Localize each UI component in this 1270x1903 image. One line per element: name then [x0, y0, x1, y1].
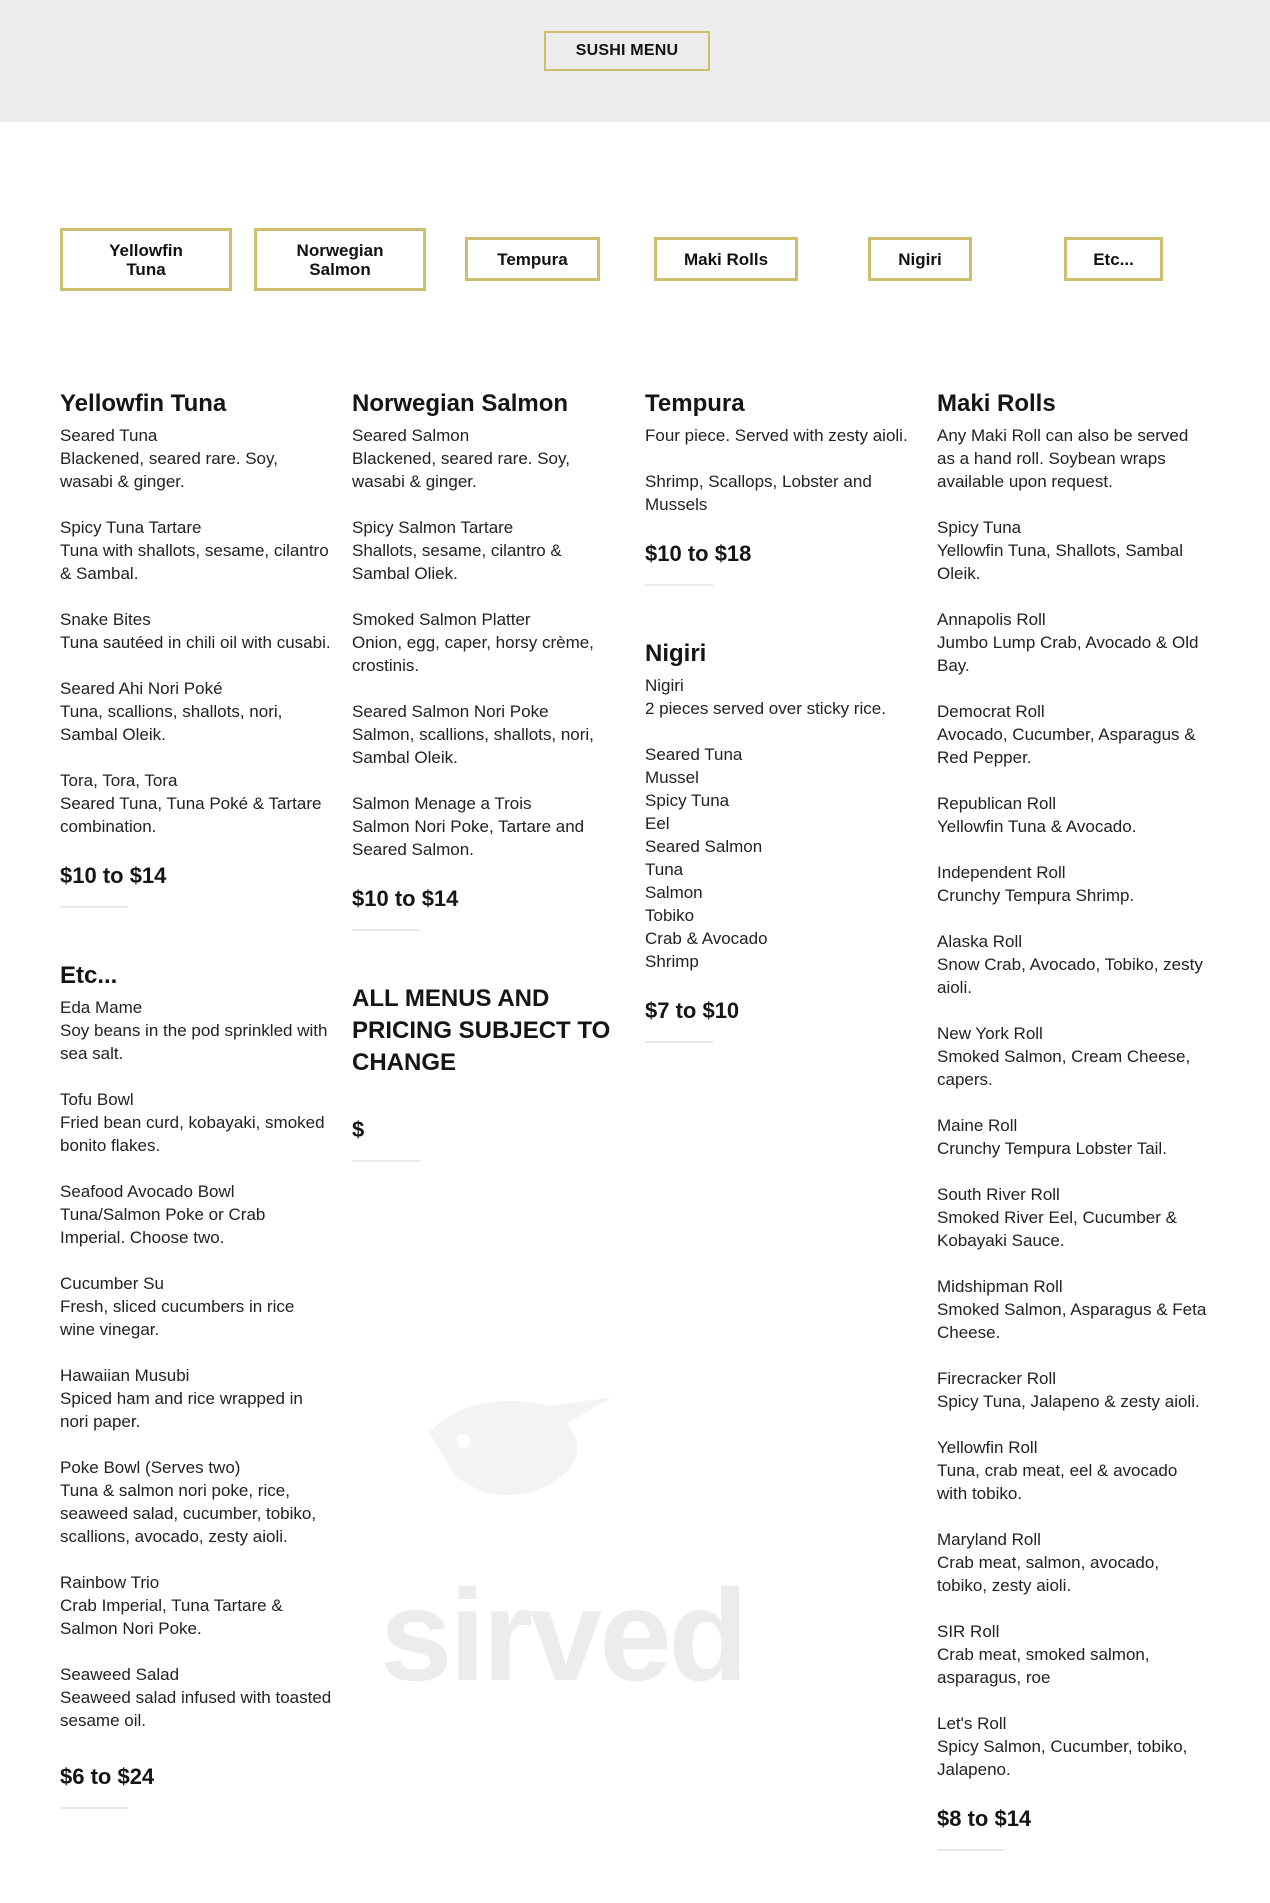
item-name: Rainbow Trio: [60, 1573, 160, 1592]
menu-item: [60, 1364, 332, 1433]
menu-item: [937, 516, 1209, 585]
item-name: Democrat Roll: [937, 702, 1045, 721]
tab-label: Yellowfin Tuna: [109, 240, 183, 279]
tab-label: Norwegian Salmon: [296, 240, 384, 279]
item-name: Seared Salmon Nori Poke: [352, 702, 549, 721]
menu-item: [937, 1712, 1209, 1781]
tab-label: Tempura: [497, 249, 568, 269]
tab-nigiri[interactable]: [868, 237, 972, 281]
section-title: Maki Rolls: [937, 390, 1056, 417]
menu-item: [352, 516, 624, 585]
item-line: Salmon Nori Poke, Tartare and Seared Salmon.: [352, 817, 585, 859]
item-line: Salmon, scallions, shallots, nori, Sambal Oleik.: [352, 725, 594, 767]
item-line: Seaweed salad infused with toasted sesame oil.: [60, 1688, 332, 1730]
section-divider: [352, 1160, 420, 1162]
menu-item: [937, 1436, 1209, 1505]
item-name: South River Roll: [937, 1185, 1060, 1204]
menu-item: [60, 1663, 332, 1732]
item-line: Tuna sautéed in chili oil with cusabi.: [60, 633, 331, 652]
section-divider: [937, 1849, 1005, 1851]
item-line: Tuna: [645, 860, 684, 879]
menu-item: [60, 1088, 332, 1157]
menu-item: [937, 1528, 1209, 1597]
item-line: Yellowfin Tuna & Avocado.: [937, 817, 1137, 836]
item-name: Annapolis Roll: [937, 610, 1046, 629]
item-name: Alaska Roll: [937, 932, 1023, 951]
item-line: Tuna, crab meat, eel & avocado with tobiko.: [937, 1461, 1178, 1503]
item-line: Tuna, scallions, shallots, nori, Sambal Oleik.: [60, 702, 283, 744]
section-divider: [645, 584, 713, 586]
section-title: Yellowfin Tuna: [60, 390, 227, 417]
tab-maki-rolls[interactable]: [654, 237, 798, 281]
item-name: Seafood Avocado Bowl: [60, 1182, 235, 1201]
menu-item: [937, 424, 1209, 493]
menu-section-maki-rolls: [937, 388, 1209, 1851]
menu-item: [645, 470, 917, 516]
menu-item: [352, 608, 624, 677]
item-line: Seared Salmon: [645, 837, 763, 856]
item-line: Onion, egg, caper, horsy crème, crostinis.: [352, 633, 594, 675]
item-line: Any Maki Roll can also be served as a hand roll. Soybean wraps available upon request.: [937, 426, 1189, 491]
item-line: Crunchy Tempura Lobster Tail.: [937, 1139, 1167, 1158]
item-line: Crab meat, smoked salmon, asparagus, roe: [937, 1645, 1150, 1687]
item-name: Snake Bites: [60, 610, 151, 629]
item-line: Shallots, sesame, cilantro & Sambal Oliek.: [352, 541, 562, 583]
tab-norwegian-salmon[interactable]: [254, 228, 426, 291]
item-line: Four piece. Served with zesty aioli.: [645, 426, 908, 445]
menu-item: [352, 700, 624, 769]
item-name: Eda Mame: [60, 998, 143, 1017]
section-title: ALL MENUS AND PRICING SUBJECT TO CHANGE: [352, 985, 611, 1076]
item-line: Blackened, seared rare. Soy, wasabi & ginger.: [60, 449, 278, 491]
tab-label: Maki Rolls: [683, 249, 769, 269]
sushi-menu-button[interactable]: SUSHI MENU: [544, 31, 710, 71]
section-divider: [645, 1041, 713, 1043]
item-line: Jumbo Lump Crab, Avocado & Old Bay.: [937, 633, 1199, 675]
item-name: Maryland Roll: [937, 1530, 1041, 1549]
menu-item: [937, 792, 1209, 838]
item-line: Smoked Salmon, Cream Cheese, capers.: [937, 1047, 1191, 1089]
header-band: [0, 0, 1270, 122]
menu-item: [937, 1183, 1209, 1252]
menu-section-all-menus-and-pricing-subject-: [352, 983, 624, 1162]
item-line: Fresh, sliced cucumbers in rice wine vinegar.: [60, 1297, 295, 1339]
item-name: Midshipman Roll: [937, 1277, 1063, 1296]
menu-item: [645, 674, 917, 720]
item-line: Tobiko: [645, 906, 695, 925]
price-range: $7 to $10: [645, 998, 740, 1023]
menu-item: [60, 516, 332, 585]
item-name: Nigiri: [645, 676, 684, 695]
item-name: Spicy Tuna Tartare: [60, 518, 202, 537]
menu-item: [937, 930, 1209, 999]
section-title: Norwegian Salmon: [352, 390, 569, 417]
tab-label: Nigiri: [898, 249, 942, 269]
menu-item: [60, 424, 332, 493]
tab-tempura[interactable]: [465, 237, 600, 281]
tab-yellowfin-tuna[interactable]: [60, 228, 232, 291]
item-line: Snow Crab, Avocado, Tobiko, zesty aioli.: [937, 955, 1203, 997]
item-name: Smoked Salmon Platter: [352, 610, 531, 629]
menu-section-tempura: [645, 388, 917, 586]
menu-item: [60, 608, 332, 654]
sirved-watermark: sirved: [380, 1562, 746, 1708]
tab-label: Etc...: [1093, 249, 1134, 269]
menu-column-2: [352, 388, 624, 1214]
item-name: Tofu Bowl: [60, 1090, 134, 1109]
item-line: Crab & Avocado: [645, 929, 768, 948]
menu-section-norwegian-salmon: [352, 388, 624, 931]
item-name: Seared Tuna: [645, 745, 743, 764]
item-line: Spicy Tuna, Jalapeno & zesty aioli.: [937, 1392, 1200, 1411]
item-line: Tuna/Salmon Poke or Crab Imperial. Choose two.: [60, 1205, 266, 1247]
section-title: Tempura: [645, 390, 745, 417]
menu-item: [60, 677, 332, 746]
item-name: Republican Roll: [937, 794, 1057, 813]
item-name: SIR Roll: [937, 1622, 1000, 1641]
item-line: Yellowfin Tuna, Shallots, Sambal Oleik.: [937, 541, 1184, 583]
section-title: Nigiri: [645, 640, 707, 667]
menu-item: [937, 1275, 1209, 1344]
item-name: Salmon Menage a Trois: [352, 794, 532, 813]
item-name: Let's Roll: [937, 1714, 1007, 1733]
menu-item: [60, 769, 332, 838]
menu-item: [937, 1114, 1209, 1160]
menu-item: [352, 792, 624, 861]
item-name: Spicy Tuna: [937, 518, 1022, 537]
menu-item: [937, 861, 1209, 907]
menu-item: [645, 424, 917, 447]
price-range: $: [352, 1117, 365, 1142]
item-line: Smoked Salmon, Asparagus & Feta Cheese.: [937, 1300, 1207, 1342]
menu-item: [645, 743, 917, 973]
section-divider: [60, 1807, 128, 1809]
item-line: Blackened, seared rare. Soy, wasabi & ginger.: [352, 449, 570, 491]
menu-section-etc: [60, 960, 332, 1809]
tab-etc[interactable]: [1064, 237, 1163, 281]
item-line: Tuna with shallots, sesame, cilantro & Sambal.: [60, 541, 329, 583]
menu-item: [60, 1272, 332, 1341]
menu-column-3: [645, 388, 917, 1095]
price-range: $8 to $14: [937, 1806, 1032, 1831]
price-range: $6 to $24: [60, 1764, 155, 1789]
item-line: Spicy Tuna: [645, 791, 730, 810]
item-name: New York Roll: [937, 1024, 1043, 1043]
item-line: Shrimp, Scallops, Lobster and Mussels: [645, 472, 872, 514]
item-line: Eel: [645, 814, 670, 833]
item-name: Spicy Salmon Tartare: [352, 518, 514, 537]
item-line: Mussel: [645, 768, 699, 787]
menu-section-yellowfin-tuna: [60, 388, 332, 908]
menu-section-nigiri: [645, 638, 917, 1043]
item-line: Fried bean curd, kobayaki, smoked bonito flakes.: [60, 1113, 325, 1155]
menu-item: [352, 424, 624, 493]
price-range: $10 to $14: [352, 886, 459, 911]
menu-item: [937, 700, 1209, 769]
item-line: Tuna & salmon nori poke, rice, seaweed salad, cucumber, tobiko, scallions, avocado, zesty aioli.: [60, 1481, 317, 1546]
item-name: Seaweed Salad: [60, 1665, 180, 1684]
menu-item: [60, 1571, 332, 1640]
menu-item: [60, 1180, 332, 1249]
item-name: Maine Roll: [937, 1116, 1018, 1135]
item-name: Firecracker Roll: [937, 1369, 1057, 1388]
item-line: Soy beans in the pod sprinkled with sea salt.: [60, 1021, 328, 1063]
menu-item: [937, 608, 1209, 677]
section-divider: [352, 929, 420, 931]
item-line: Crab meat, salmon, avocado, tobiko, zesty aioli.: [937, 1553, 1160, 1595]
item-name: Seared Salmon: [352, 426, 470, 445]
item-name: Seared Tuna: [60, 426, 158, 445]
sirved-logo-icon: [420, 1380, 620, 1510]
price-range: $10 to $14: [60, 863, 167, 888]
item-line: Shrimp: [645, 952, 699, 971]
item-name: Cucumber Su: [60, 1274, 164, 1293]
item-name: Poke Bowl (Serves two): [60, 1458, 241, 1477]
item-line: Avocado, Cucumber, Asparagus & Red Pepper.: [937, 725, 1196, 767]
item-line: Seared Tuna, Tuna Poké & Tartare combination.: [60, 794, 322, 836]
item-line: 2 pieces served over sticky rice.: [645, 699, 886, 718]
section-divider: [60, 906, 128, 908]
menu-item: [60, 996, 332, 1065]
item-line: Salmon: [645, 883, 703, 902]
item-line: Crab Imperial, Tuna Tartare & Salmon Nori Poke.: [60, 1596, 283, 1638]
item-name: Tora, Tora, Tora: [60, 771, 178, 790]
item-name: Yellowfin Roll: [937, 1438, 1038, 1457]
price-range: $10 to $18: [645, 541, 752, 566]
item-name: Seared Ahi Nori Poké: [60, 679, 223, 698]
item-line: Spiced ham and rice wrapped in nori paper.: [60, 1389, 303, 1431]
menu-item: [937, 1620, 1209, 1689]
item-line: Crunchy Tempura Shrimp.: [937, 886, 1135, 905]
menu-item: [937, 1022, 1209, 1091]
menu-item: [60, 1456, 332, 1548]
section-title: Etc...: [60, 962, 118, 989]
item-name: Independent Roll: [937, 863, 1066, 882]
item-line: Spicy Salmon, Cucumber, tobiko, Jalapeno.: [937, 1737, 1188, 1779]
menu-column-4: [937, 388, 1209, 1903]
menu-column-1: [60, 388, 332, 1861]
item-name: Hawaiian Musubi: [60, 1366, 190, 1385]
menu-item: [937, 1367, 1209, 1413]
item-line: Smoked River Eel, Cucumber & Kobayaki Sauce.: [937, 1208, 1177, 1250]
